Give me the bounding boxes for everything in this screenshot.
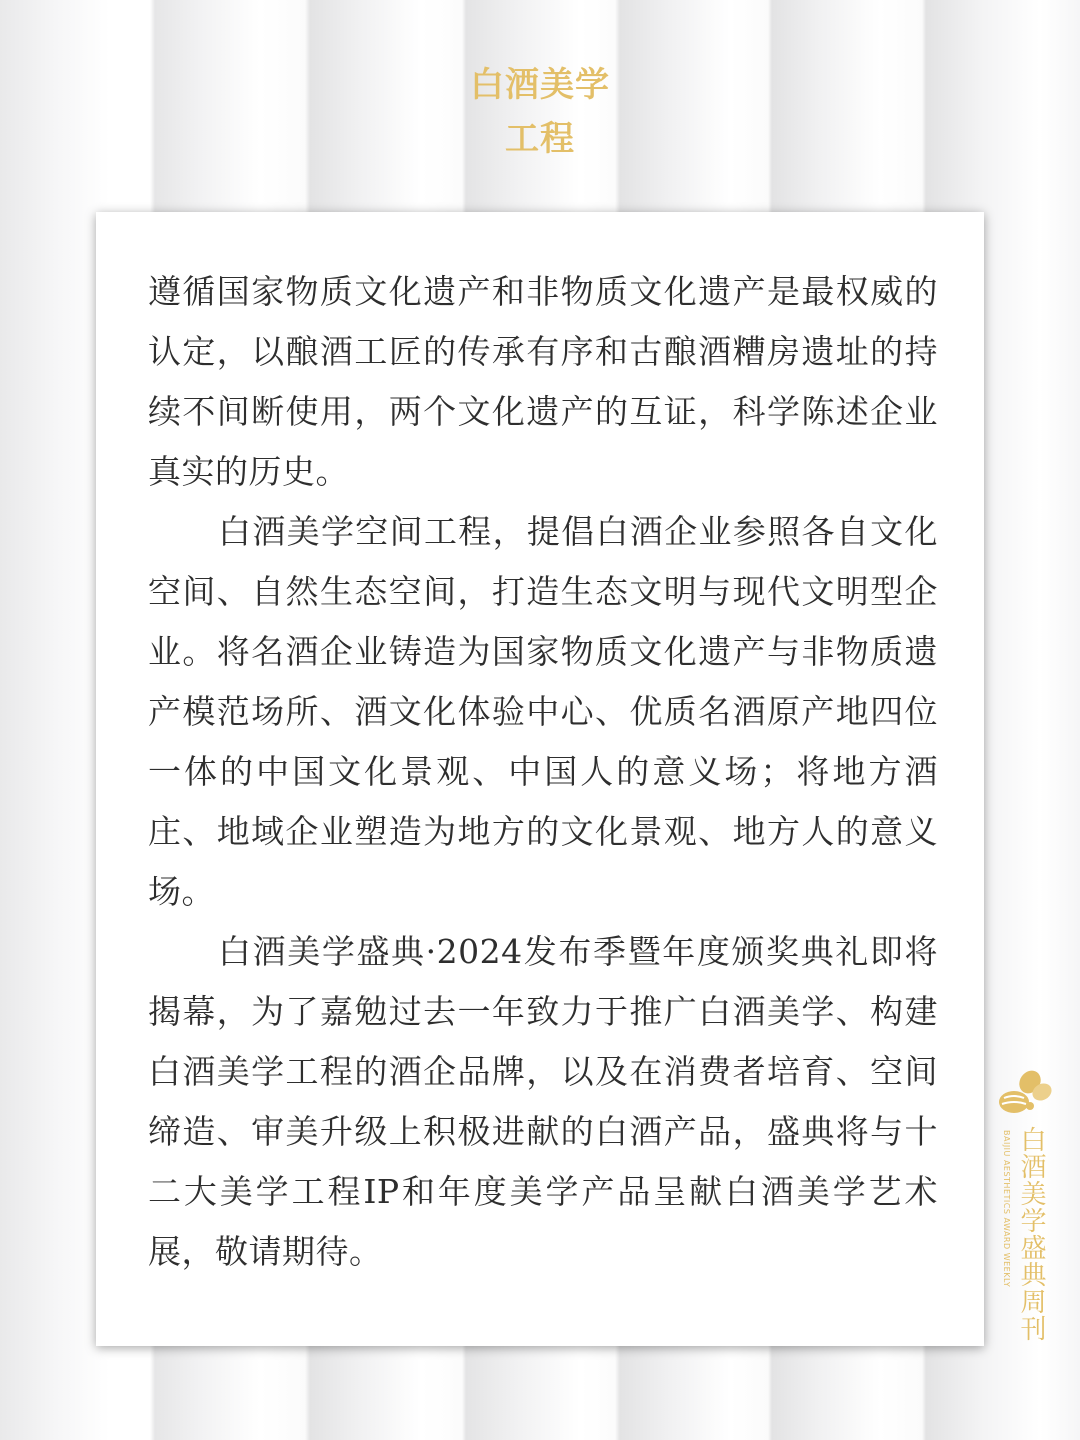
page-header xyxy=(0,58,1080,166)
logo-english-text: BAIJIU AESTHETICS AWARD WEEKLY xyxy=(1002,1130,1011,1288)
page-title-line-1: 白酒美学 xyxy=(470,65,610,105)
article-paragraph-1: 遵循国家物质文化遗产和非物质文化遗产是最权威的认定，以酿酒工匠的传承有序和古酿酒糟房遗址的持续不间断使用，两个文化遗产的互证，科学陈述企业真实的历史。 xyxy=(148,272,938,491)
article-paragraph-3: 白酒美学盛典·2024发布季暨年度颁奖典礼即将揭幕，为了嘉勉过去一年致力于推广白酒美学、构建白酒美学工程的酒企品牌，以及在消费者培育、空间缔造、审美升级上积极进献的白酒产品，盛典将与十二大美学工程IP和年度美学产品呈献白酒美学艺术展，敬请期待。 xyxy=(148,932,938,1271)
bee-icon xyxy=(992,1068,1052,1122)
brand-logo xyxy=(992,1068,1052,1358)
article-paragraph-2: 白酒美学空间工程，提倡白酒企业参照各自文化空间、自然生态空间，打造生态文明与现代文明型企业。将名酒企业铸造为国家物质文化遗产与非物质遗产模范场所、酒文化体验中心、优质名酒原产地四位一体的中国文化景观、中国人的意义场；将地方酒庄、地域企业塑造为地方的文化景观、地方人的意义场。 xyxy=(148,512,938,911)
article-body xyxy=(148,262,938,1282)
article-card xyxy=(96,212,984,1346)
logo-chinese-text: 白酒美学盛典周刊 xyxy=(1016,1126,1046,1342)
page-title-line-2: 工程 xyxy=(505,119,575,159)
